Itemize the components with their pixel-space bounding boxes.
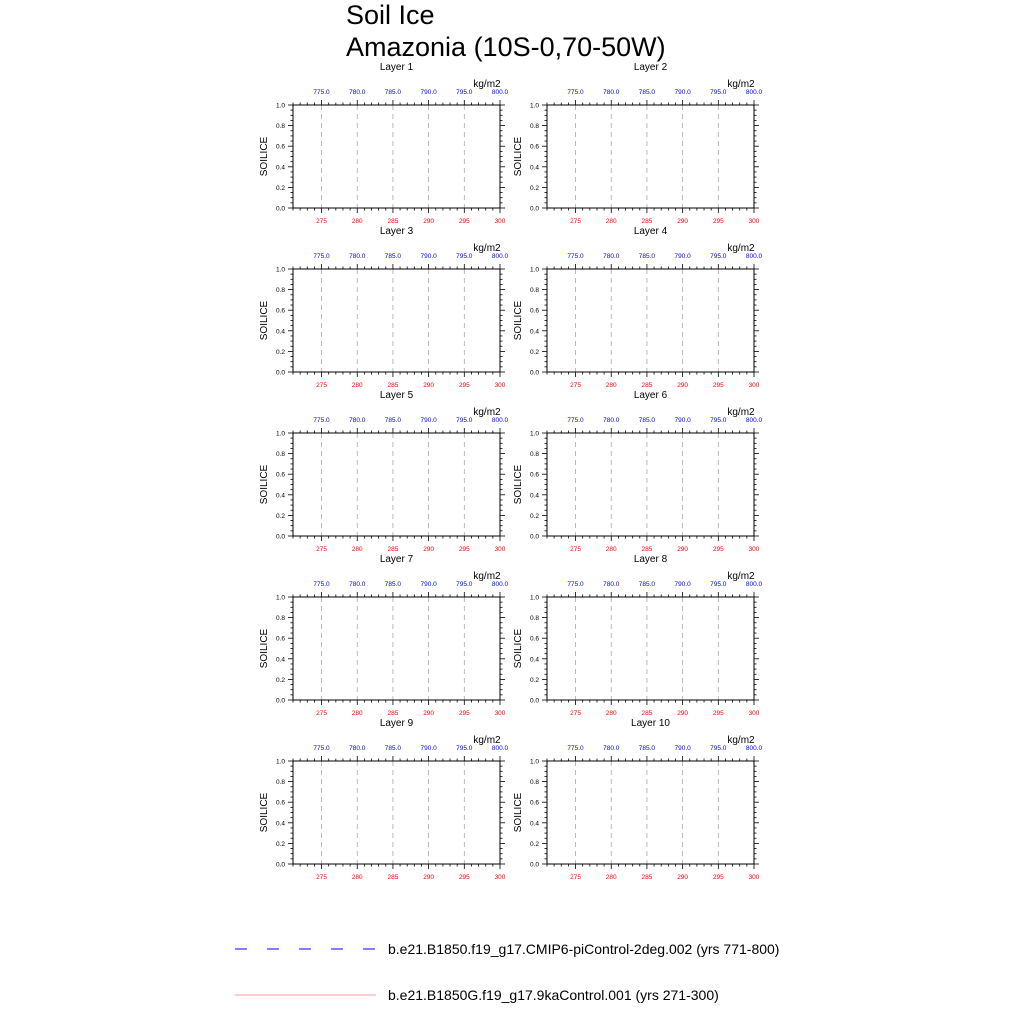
x-tick-label-top-6: 775.0 bbox=[567, 417, 584, 424]
y-axis-label-2: SOILICE bbox=[513, 136, 524, 177]
x-tick-label-bottom-3: 285 bbox=[387, 382, 399, 389]
x-tick-label-bottom-1: 280 bbox=[351, 218, 363, 225]
y-tick-label-4: 0.0 bbox=[529, 369, 539, 377]
x-tick-label-top-3: 795.0 bbox=[456, 253, 473, 260]
plot-frame-9 bbox=[293, 761, 500, 864]
x-tick-label-bottom-7: 295 bbox=[458, 710, 470, 717]
chart-subtitle: Amazonia (10S-0,70-50W) bbox=[346, 32, 666, 62]
x-tick-label-top-9: 795.0 bbox=[456, 745, 473, 752]
x-tick-label-top-5: 785.0 bbox=[384, 417, 402, 424]
y-axis-label-10: SOILICE bbox=[513, 792, 524, 833]
x-tick-label-top-3: 780.0 bbox=[349, 253, 366, 260]
plot-frame-4 bbox=[547, 269, 754, 372]
x-tick-label-bottom-6: 300 bbox=[748, 546, 760, 553]
units-label-5: kg/m2 bbox=[473, 407, 501, 418]
x-tick-label-top-10: 790.0 bbox=[674, 745, 691, 752]
y-axis-label-4: SOILICE bbox=[513, 300, 524, 341]
y-tick-label-7: 0.4 bbox=[275, 656, 285, 664]
x-tick-label-top-3: 800.0 bbox=[491, 253, 509, 260]
x-tick-label-bottom-1: 300 bbox=[494, 218, 506, 225]
y-axis-label-1: SOILICE bbox=[259, 136, 270, 177]
x-tick-label-bottom-1: 290 bbox=[423, 218, 435, 225]
x-tick-label-top-2: 780.0 bbox=[603, 89, 620, 96]
y-tick-label-7: 0.2 bbox=[275, 676, 285, 684]
panel-title-10: Layer 10 bbox=[631, 718, 670, 729]
x-tick-label-top-9: 780.0 bbox=[349, 745, 366, 752]
y-axis-label-3: SOILICE bbox=[259, 300, 270, 341]
x-tick-label-top-7: 785.0 bbox=[384, 581, 402, 588]
x-tick-label-bottom-4: 280 bbox=[605, 382, 617, 389]
x-tick-label-top-3: 785.0 bbox=[384, 253, 402, 260]
y-tick-label-8: 0.8 bbox=[529, 615, 539, 623]
x-tick-label-top-9: 775.0 bbox=[313, 745, 330, 752]
x-tick-label-top-2: 785.0 bbox=[638, 89, 656, 96]
units-label-6: kg/m2 bbox=[727, 407, 755, 418]
x-tick-label-bottom-3: 300 bbox=[494, 382, 506, 389]
y-tick-label-7: 1.0 bbox=[275, 594, 285, 602]
x-tick-label-top-4: 780.0 bbox=[603, 253, 620, 260]
y-tick-label-8: 0.6 bbox=[529, 635, 539, 643]
x-tick-label-bottom-10: 285 bbox=[641, 874, 653, 881]
x-tick-label-top-8: 775.0 bbox=[567, 581, 584, 588]
x-tick-label-top-9: 800.0 bbox=[491, 745, 509, 752]
units-label-4: kg/m2 bbox=[727, 243, 755, 254]
x-tick-label-bottom-2: 275 bbox=[570, 218, 581, 225]
x-tick-label-bottom-9: 280 bbox=[351, 874, 363, 881]
y-axis-label-5: SOILICE bbox=[259, 464, 270, 505]
x-tick-label-bottom-7: 275 bbox=[316, 710, 327, 717]
x-tick-label-top-1: 785.0 bbox=[384, 89, 402, 96]
units-label-8: kg/m2 bbox=[727, 571, 755, 582]
x-tick-label-bottom-3: 280 bbox=[351, 382, 363, 389]
x-tick-label-bottom-2: 290 bbox=[677, 218, 689, 225]
x-tick-label-top-2: 775.0 bbox=[567, 89, 584, 96]
x-tick-label-bottom-4: 290 bbox=[677, 382, 689, 389]
chart-title: Soil Ice bbox=[346, 0, 435, 30]
x-tick-label-bottom-4: 275 bbox=[570, 382, 581, 389]
x-tick-label-bottom-9: 290 bbox=[423, 874, 435, 881]
y-tick-label-2: 0.6 bbox=[529, 143, 539, 151]
x-tick-label-top-4: 785.0 bbox=[638, 253, 656, 260]
y-tick-label-1: 1.0 bbox=[275, 102, 285, 110]
x-tick-label-bottom-2: 285 bbox=[641, 218, 653, 225]
panel-title-1: Layer 1 bbox=[379, 62, 414, 73]
x-tick-label-bottom-2: 295 bbox=[712, 218, 724, 225]
y-tick-label-2: 0.2 bbox=[529, 184, 539, 192]
y-tick-label-7: 0.8 bbox=[275, 615, 285, 623]
y-tick-label-1: 0.6 bbox=[275, 143, 285, 151]
x-tick-label-top-5: 790.0 bbox=[420, 417, 437, 424]
y-tick-label-6: 0.4 bbox=[529, 492, 539, 500]
y-tick-label-9: 0.8 bbox=[275, 779, 285, 787]
x-tick-label-top-8: 780.0 bbox=[603, 581, 620, 588]
x-tick-label-top-10: 785.0 bbox=[638, 745, 656, 752]
y-tick-label-3: 0.4 bbox=[275, 328, 285, 336]
x-tick-label-bottom-9: 295 bbox=[458, 874, 470, 881]
y-tick-label-10: 0.4 bbox=[529, 820, 539, 828]
y-tick-label-10: 0.2 bbox=[529, 840, 539, 848]
y-tick-label-8: 0.2 bbox=[529, 676, 539, 684]
x-tick-label-bottom-6: 295 bbox=[712, 546, 724, 553]
units-label-3: kg/m2 bbox=[473, 243, 501, 254]
x-tick-label-top-10: 795.0 bbox=[710, 745, 727, 752]
x-tick-label-bottom-4: 300 bbox=[748, 382, 760, 389]
x-tick-label-top-10: 780.0 bbox=[603, 745, 620, 752]
x-tick-label-top-6: 780.0 bbox=[603, 417, 620, 424]
x-tick-label-top-1: 795.0 bbox=[456, 89, 473, 96]
y-tick-label-2: 1.0 bbox=[529, 102, 539, 110]
plot-frame-2 bbox=[547, 105, 754, 208]
x-tick-label-bottom-10: 275 bbox=[570, 874, 581, 881]
x-tick-label-top-1: 800.0 bbox=[491, 89, 509, 96]
x-tick-label-top-5: 800.0 bbox=[491, 417, 509, 424]
x-tick-label-bottom-6: 280 bbox=[605, 546, 617, 553]
panel-title-7: Layer 7 bbox=[379, 554, 414, 565]
panel-title-3: Layer 3 bbox=[379, 226, 414, 237]
y-tick-label-5: 0.2 bbox=[275, 512, 285, 520]
x-tick-label-top-2: 800.0 bbox=[745, 89, 763, 96]
x-tick-label-bottom-10: 280 bbox=[605, 874, 617, 881]
x-tick-label-top-1: 775.0 bbox=[313, 89, 330, 96]
plot-frame-6 bbox=[547, 433, 754, 536]
plot-frame-3 bbox=[293, 269, 500, 372]
x-tick-label-bottom-5: 300 bbox=[494, 546, 506, 553]
x-tick-label-bottom-8: 295 bbox=[712, 710, 724, 717]
y-tick-label-7: 0.0 bbox=[275, 697, 285, 705]
y-axis-label-8: SOILICE bbox=[513, 628, 524, 669]
y-tick-label-10: 0.8 bbox=[529, 779, 539, 787]
y-tick-label-1: 0.0 bbox=[275, 205, 285, 213]
x-tick-label-bottom-5: 290 bbox=[423, 546, 435, 553]
x-tick-label-bottom-1: 285 bbox=[387, 218, 399, 225]
x-tick-label-top-5: 775.0 bbox=[313, 417, 330, 424]
x-tick-label-top-4: 790.0 bbox=[674, 253, 691, 260]
x-tick-label-top-3: 775.0 bbox=[313, 253, 330, 260]
x-tick-label-bottom-4: 295 bbox=[712, 382, 724, 389]
x-tick-label-bottom-8: 285 bbox=[641, 710, 653, 717]
x-tick-label-bottom-6: 290 bbox=[677, 546, 689, 553]
y-tick-label-8: 0.0 bbox=[529, 697, 539, 705]
x-tick-label-top-1: 780.0 bbox=[349, 89, 366, 96]
y-tick-label-6: 0.6 bbox=[529, 471, 539, 479]
x-tick-label-top-1: 790.0 bbox=[420, 89, 437, 96]
x-tick-label-bottom-1: 275 bbox=[316, 218, 327, 225]
x-tick-label-top-4: 800.0 bbox=[745, 253, 763, 260]
x-tick-label-top-6: 800.0 bbox=[745, 417, 763, 424]
x-tick-label-bottom-8: 290 bbox=[677, 710, 689, 717]
x-tick-label-top-9: 790.0 bbox=[420, 745, 437, 752]
x-tick-label-top-7: 795.0 bbox=[456, 581, 473, 588]
y-tick-label-3: 0.6 bbox=[275, 307, 285, 315]
units-label-7: kg/m2 bbox=[473, 571, 501, 582]
y-tick-label-4: 0.4 bbox=[529, 328, 539, 336]
units-label-1: kg/m2 bbox=[473, 79, 501, 90]
x-tick-label-bottom-10: 300 bbox=[748, 874, 760, 881]
x-tick-label-top-2: 790.0 bbox=[674, 89, 691, 96]
y-tick-label-5: 0.0 bbox=[275, 533, 285, 541]
legend-swatch-blue-dashed bbox=[233, 939, 383, 959]
y-tick-label-4: 1.0 bbox=[529, 266, 539, 274]
y-tick-label-6: 1.0 bbox=[529, 430, 539, 438]
x-tick-label-bottom-3: 290 bbox=[423, 382, 435, 389]
panel-title-6: Layer 6 bbox=[633, 390, 668, 401]
y-tick-label-2: 0.4 bbox=[529, 164, 539, 172]
y-tick-label-9: 0.4 bbox=[275, 820, 285, 828]
y-axis-label-6: SOILICE bbox=[513, 464, 524, 505]
panel-title-5: Layer 5 bbox=[379, 390, 414, 401]
legend-item-control bbox=[233, 939, 833, 959]
y-axis-label-9: SOILICE bbox=[259, 792, 270, 833]
y-tick-label-5: 0.4 bbox=[275, 492, 285, 500]
y-tick-label-1: 0.8 bbox=[275, 123, 285, 131]
y-tick-label-3: 0.0 bbox=[275, 369, 285, 377]
y-tick-label-5: 0.8 bbox=[275, 451, 285, 459]
y-tick-label-10: 1.0 bbox=[529, 758, 539, 766]
y-tick-label-6: 0.2 bbox=[529, 512, 539, 520]
x-tick-label-top-8: 795.0 bbox=[710, 581, 727, 588]
y-tick-label-9: 0.2 bbox=[275, 840, 285, 848]
y-tick-label-5: 0.6 bbox=[275, 471, 285, 479]
units-label-2: kg/m2 bbox=[727, 79, 755, 90]
plot-frame-5 bbox=[293, 433, 500, 536]
x-tick-label-bottom-7: 285 bbox=[387, 710, 399, 717]
x-tick-label-bottom-5: 285 bbox=[387, 546, 399, 553]
x-tick-label-top-4: 795.0 bbox=[710, 253, 727, 260]
x-tick-label-bottom-8: 280 bbox=[605, 710, 617, 717]
y-tick-label-3: 0.2 bbox=[275, 348, 285, 356]
x-tick-label-bottom-9: 285 bbox=[387, 874, 399, 881]
x-tick-label-bottom-5: 275 bbox=[316, 546, 327, 553]
x-tick-label-bottom-8: 275 bbox=[570, 710, 581, 717]
x-tick-label-top-7: 775.0 bbox=[313, 581, 330, 588]
plot-frame-8 bbox=[547, 597, 754, 700]
x-tick-label-bottom-10: 290 bbox=[677, 874, 689, 881]
y-tick-label-10: 0.0 bbox=[529, 861, 539, 869]
x-tick-label-bottom-7: 300 bbox=[494, 710, 506, 717]
x-tick-label-bottom-5: 295 bbox=[458, 546, 470, 553]
legend-item-9ka bbox=[233, 985, 833, 1005]
y-tick-label-4: 0.8 bbox=[529, 287, 539, 295]
x-tick-label-bottom-6: 285 bbox=[641, 546, 653, 553]
units-label-9: kg/m2 bbox=[473, 735, 501, 746]
panel-title-4: Layer 4 bbox=[633, 226, 668, 237]
x-tick-label-bottom-9: 300 bbox=[494, 874, 506, 881]
x-tick-label-bottom-7: 280 bbox=[351, 710, 363, 717]
x-tick-label-top-6: 785.0 bbox=[638, 417, 656, 424]
x-tick-label-top-10: 800.0 bbox=[745, 745, 763, 752]
x-tick-label-top-10: 775.0 bbox=[567, 745, 584, 752]
y-tick-label-2: 0.8 bbox=[529, 123, 539, 131]
x-tick-label-top-2: 795.0 bbox=[710, 89, 727, 96]
legend-swatch-red-solid bbox=[233, 985, 383, 1005]
x-tick-label-bottom-1: 295 bbox=[458, 218, 470, 225]
legend-label-control: b.e21.B1850.f19_g17.CMIP6-piControl-2deg.002 (yrs 771-800) bbox=[388, 941, 780, 957]
x-tick-label-top-5: 795.0 bbox=[456, 417, 473, 424]
x-tick-label-bottom-7: 290 bbox=[423, 710, 435, 717]
x-tick-label-top-8: 790.0 bbox=[674, 581, 691, 588]
y-tick-label-1: 0.4 bbox=[275, 164, 285, 172]
plot-frame-7 bbox=[293, 597, 500, 700]
y-tick-label-1: 0.2 bbox=[275, 184, 285, 192]
x-tick-label-top-6: 790.0 bbox=[674, 417, 691, 424]
y-tick-label-9: 0.0 bbox=[275, 861, 285, 869]
plot-frame-1 bbox=[293, 105, 500, 208]
y-tick-label-4: 0.6 bbox=[529, 307, 539, 315]
x-tick-label-top-4: 775.0 bbox=[567, 253, 584, 260]
x-tick-label-bottom-5: 280 bbox=[351, 546, 363, 553]
panel-title-2: Layer 2 bbox=[633, 62, 668, 73]
x-tick-label-top-8: 800.0 bbox=[745, 581, 763, 588]
y-tick-label-7: 0.6 bbox=[275, 635, 285, 643]
y-tick-label-3: 1.0 bbox=[275, 266, 285, 274]
x-tick-label-top-7: 780.0 bbox=[349, 581, 366, 588]
x-tick-label-bottom-2: 280 bbox=[605, 218, 617, 225]
panel-title-9: Layer 9 bbox=[379, 718, 414, 729]
y-axis-label-7: SOILICE bbox=[259, 628, 270, 669]
units-label-10: kg/m2 bbox=[727, 735, 755, 746]
x-tick-label-top-8: 785.0 bbox=[638, 581, 656, 588]
x-tick-label-bottom-3: 275 bbox=[316, 382, 327, 389]
x-tick-label-bottom-2: 300 bbox=[748, 218, 760, 225]
y-tick-label-8: 1.0 bbox=[529, 594, 539, 602]
x-tick-label-top-5: 780.0 bbox=[349, 417, 366, 424]
x-tick-label-bottom-10: 295 bbox=[712, 874, 724, 881]
panel-title-8: Layer 8 bbox=[633, 554, 668, 565]
y-tick-label-3: 0.8 bbox=[275, 287, 285, 295]
y-tick-label-6: 0.0 bbox=[529, 533, 539, 541]
y-tick-label-9: 1.0 bbox=[275, 758, 285, 766]
y-tick-label-4: 0.2 bbox=[529, 348, 539, 356]
y-tick-label-9: 0.6 bbox=[275, 799, 285, 807]
x-tick-label-bottom-9: 275 bbox=[316, 874, 327, 881]
y-tick-label-2: 0.0 bbox=[529, 205, 539, 213]
x-tick-label-bottom-8: 300 bbox=[748, 710, 760, 717]
x-tick-label-bottom-3: 295 bbox=[458, 382, 470, 389]
y-tick-label-5: 1.0 bbox=[275, 430, 285, 438]
x-tick-label-bottom-6: 275 bbox=[570, 546, 581, 553]
plot-frame-10 bbox=[547, 761, 754, 864]
x-tick-label-top-3: 790.0 bbox=[420, 253, 437, 260]
x-tick-label-top-6: 795.0 bbox=[710, 417, 727, 424]
y-tick-label-10: 0.6 bbox=[529, 799, 539, 807]
legend-label-9ka: b.e21.B1850G.f19_g17.9kaControl.001 (yrs 271-300) bbox=[388, 987, 719, 1003]
x-tick-label-bottom-4: 285 bbox=[641, 382, 653, 389]
y-tick-label-6: 0.8 bbox=[529, 451, 539, 459]
x-tick-label-top-7: 790.0 bbox=[420, 581, 437, 588]
x-tick-label-top-9: 785.0 bbox=[384, 745, 402, 752]
x-tick-label-top-7: 800.0 bbox=[491, 581, 509, 588]
y-tick-label-8: 0.4 bbox=[529, 656, 539, 664]
